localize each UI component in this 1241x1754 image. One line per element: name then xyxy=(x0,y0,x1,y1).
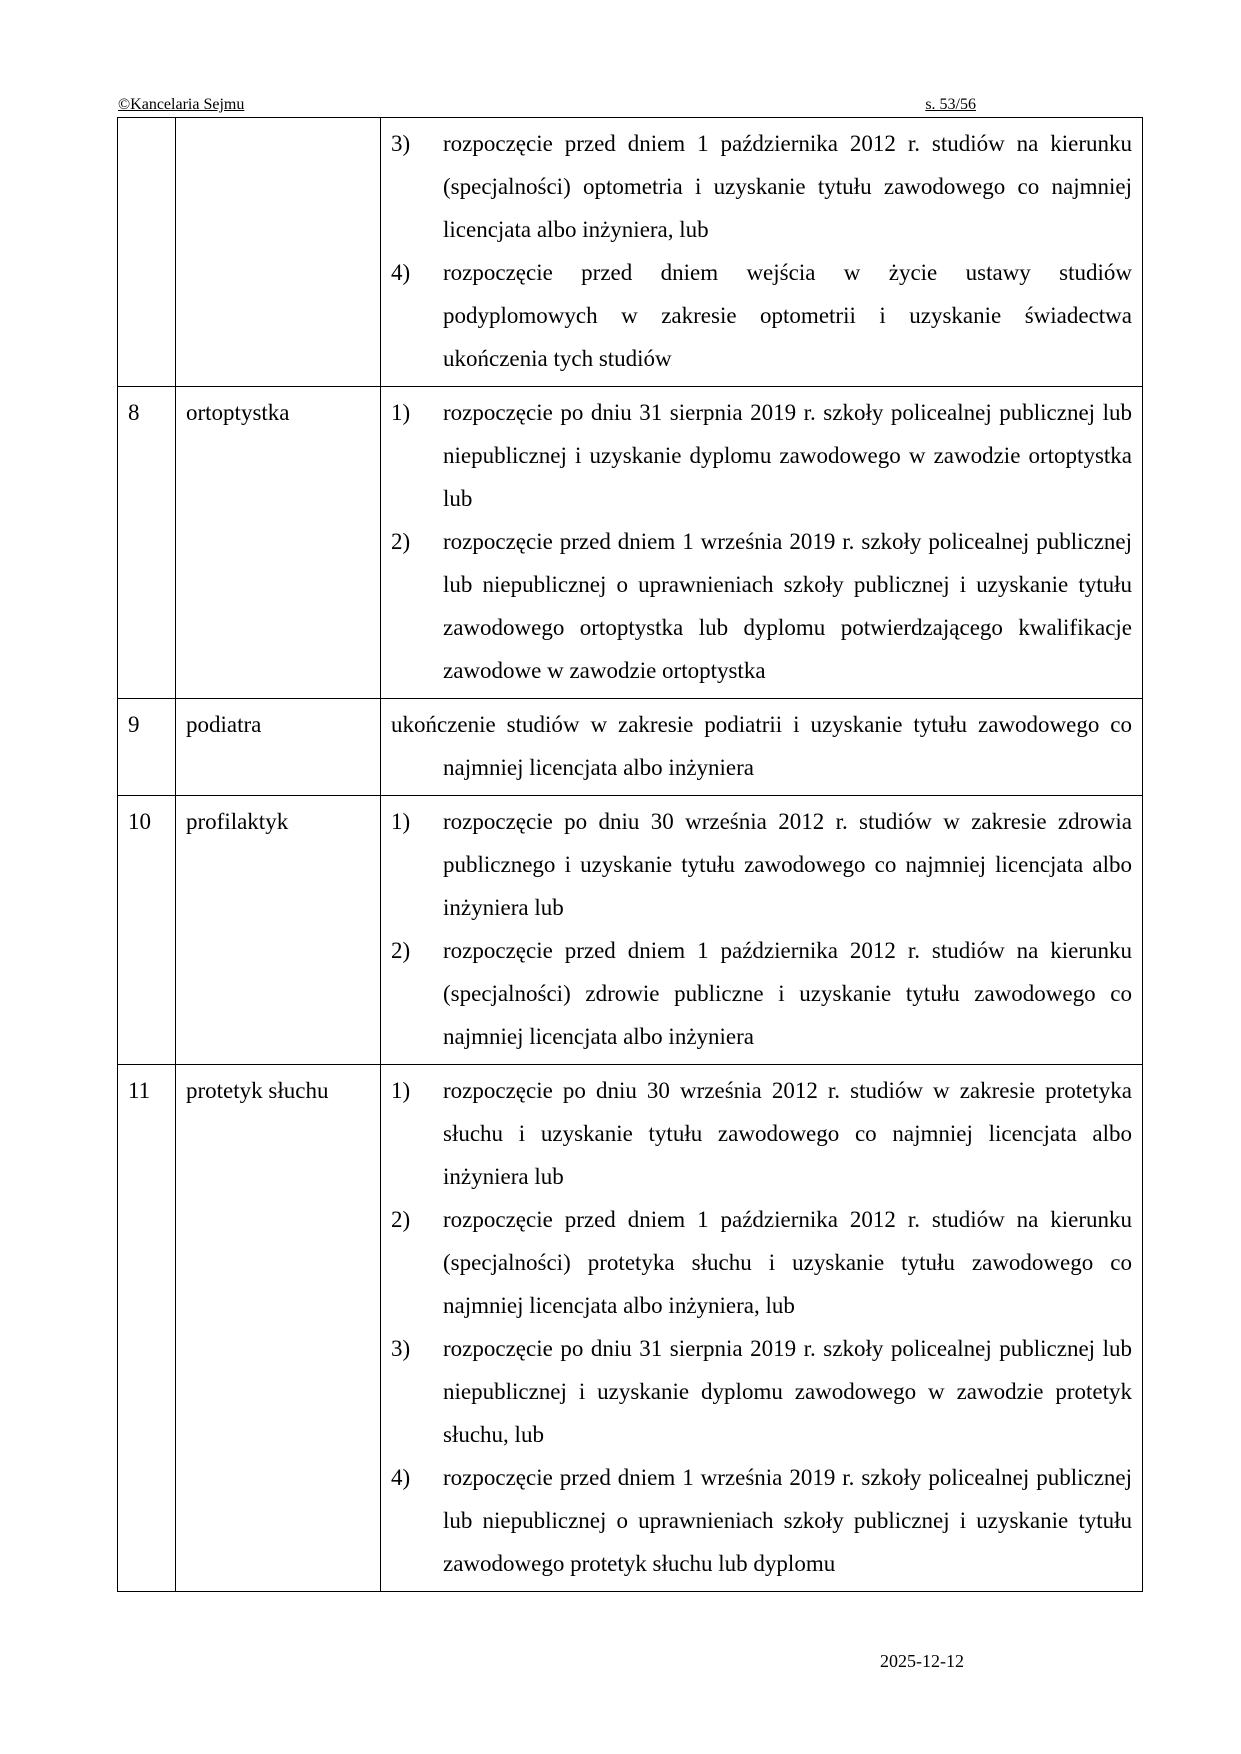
requirement-item xyxy=(391,800,1132,929)
row-number: 9 xyxy=(118,699,176,796)
item-text: rozpoczęcie po dniu 30 września 2012 r. studiów w zakresie protetyka słuchu i uzyskanie tytułu zawodowego co najmniej licencjata albo inżyniera lub xyxy=(443,1078,1132,1189)
item-text: rozpoczęcie przed dniem 1 października 2012 r. studiów na kierunku (specjalności) zdrowie publiczne i uzyskanie tytułu zawodowego co najmniej licencjata albo inżyniera xyxy=(443,938,1132,1049)
item-number: 2) xyxy=(391,1207,411,1232)
item-number: 3) xyxy=(391,131,411,156)
item-text: rozpoczęcie po dniu 30 września 2012 r. studiów w zakresie zdrowia publicznego i uzyskanie tytułu zawodowego co najmniej licencjata albo inżyniera lub xyxy=(443,809,1132,920)
requirements-cell xyxy=(381,1065,1143,1592)
row-number: 11 xyxy=(118,1065,176,1592)
requirement-item xyxy=(391,1069,1132,1198)
requirement-item xyxy=(391,391,1132,520)
requirement-item xyxy=(391,929,1132,1058)
item-number: 2) xyxy=(391,529,411,554)
profession-name: podiatra xyxy=(176,699,381,796)
table-row xyxy=(118,1065,1143,1592)
table-row xyxy=(118,796,1143,1065)
item-text: rozpoczęcie przed dniem 1 września 2019 r. szkoły policealnej publicznej lub niepublicznej o uprawnieniach szkoły publicznej i uzyskanie tytułu zawodowego protetyk słuchu lub dyplomu xyxy=(443,1465,1132,1576)
requirement-item xyxy=(391,1456,1132,1585)
requirement-item xyxy=(391,1327,1132,1456)
item-number: 2) xyxy=(391,938,411,963)
publisher-label: ©Kancelaria Sejmu xyxy=(118,96,245,113)
requirements-table xyxy=(117,117,1143,1592)
item-text: rozpoczęcie przed dniem 1 września 2019 r. szkoły policealnej publicznej lub niepublicznej o uprawnieniach szkoły publicznej i uzyskanie tytułu zawodowego ortoptystka lub dyplomu potwierdzającego kwalifikacje zawodowe w zawodzie ortoptystka xyxy=(443,529,1132,683)
row-number: 8 xyxy=(118,387,176,699)
item-text: rozpoczęcie po dniu 31 sierpnia 2019 r. szkoły policealnej publicznej lub niepublicznej i uzyskanie dyplomu zawodowego w zawodzie protetyk słuchu, lub xyxy=(443,1336,1132,1447)
table-row xyxy=(118,699,1143,796)
row-number: 10 xyxy=(118,796,176,1065)
row-number xyxy=(118,118,176,387)
profession-name xyxy=(176,118,381,387)
item-number: 1) xyxy=(391,400,411,425)
item-number: 4) xyxy=(391,1465,411,1490)
page-header xyxy=(118,96,976,116)
requirement-item xyxy=(391,1198,1132,1327)
item-number: 4) xyxy=(391,260,411,285)
item-number: 1) xyxy=(391,1078,411,1103)
table-row xyxy=(118,118,1143,387)
requirement-item xyxy=(391,251,1132,380)
requirements-cell xyxy=(381,118,1143,387)
table-row xyxy=(118,387,1143,699)
requirement-text: ukończenie studiów w zakresie podiatrii i uzyskanie tytułu zawodowego co najmniej licencjata albo inżyniera xyxy=(391,712,1132,780)
profession-name: protetyk słuchu xyxy=(176,1065,381,1592)
requirements-cell xyxy=(381,699,1143,796)
document-date: 2025-12-12 xyxy=(880,1651,964,1671)
requirements-cell xyxy=(381,796,1143,1065)
page-number: s. 53/56 xyxy=(925,96,976,113)
profession-name: profilaktyk xyxy=(176,796,381,1065)
item-text: rozpoczęcie przed dniem 1 października 2012 r. studiów na kierunku (specjalności) protetyka słuchu i uzyskanie tytułu zawodowego co najmniej licencjata albo inżyniera, lub xyxy=(443,1207,1132,1318)
item-number: 1) xyxy=(391,809,411,834)
requirement-item xyxy=(391,520,1132,692)
item-text: rozpoczęcie przed dniem wejścia w życie ustawy studiów podyplomowych w zakresie optometrii i uzyskanie świadectwa ukończenia tych studiów xyxy=(443,260,1132,371)
item-text: rozpoczęcie po dniu 31 sierpnia 2019 r. szkoły policealnej publicznej lub niepublicznej i uzyskanie dyplomu zawodowego w zawodzie ortoptystka lub xyxy=(443,400,1132,511)
profession-name: ortoptystka xyxy=(176,387,381,699)
requirements-cell xyxy=(381,387,1143,699)
requirement-item xyxy=(391,122,1132,251)
item-text: rozpoczęcie przed dniem 1 października 2012 r. studiów na kierunku (specjalności) optometria i uzyskanie tytułu zawodowego co najmniej licencjata albo inżyniera, lub xyxy=(443,131,1132,242)
item-number: 3) xyxy=(391,1336,411,1361)
